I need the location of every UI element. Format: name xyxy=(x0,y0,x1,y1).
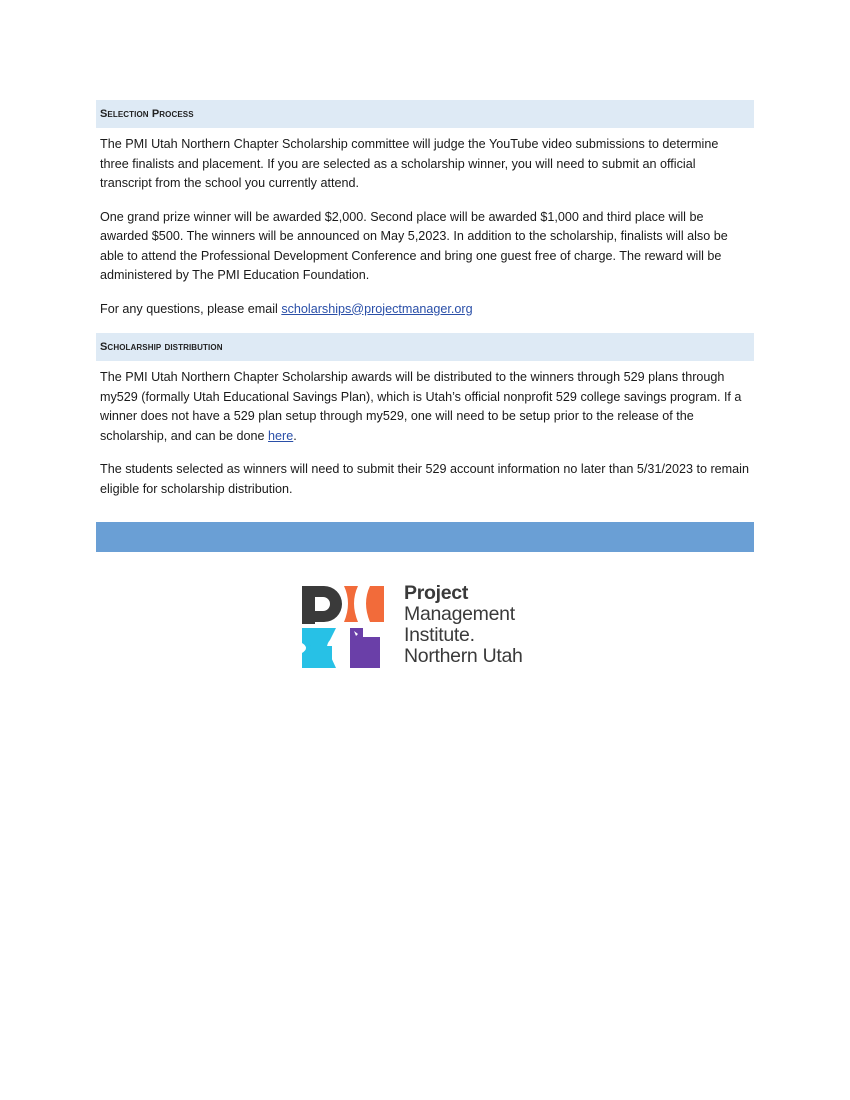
questions-paragraph xyxy=(96,300,754,320)
blue-divider-bar xyxy=(96,522,754,552)
logo-line-project: Project xyxy=(404,582,469,604)
selection-paragraph-2: One grand prize winner will be awarded $2,000. Second place will be awarded $1,000 and third place will be awarded $500. The winners will be announced on May 5,2023. In addition to the scholarship, finalists will also be able to attend the Professional Development Conference and bring one guest free of charge. The reward will be administered by The PMI Education Foundation. xyxy=(100,209,728,282)
logo-line-institute: Institute. xyxy=(404,624,475,646)
questions-text: For any questions, please email xyxy=(100,301,282,316)
pmi-logo-mark-icon xyxy=(300,583,390,673)
pmi-logo-text xyxy=(404,583,523,667)
distribution-paragraph-1 xyxy=(96,368,754,446)
pmi-logo xyxy=(300,583,560,673)
logo-line-northern-utah: Northern Utah xyxy=(404,645,523,667)
document-body xyxy=(96,100,754,552)
selection-process-heading: Selection Process xyxy=(96,100,754,128)
email-link[interactable]: scholarships@projectmanager.org xyxy=(281,301,473,316)
distribution-paragraph-2: The students selected as winners will need to submit their 529 account information no later than 5/31/2023 to remain eligible for scholarship distribution. xyxy=(100,462,749,496)
distribution-period: . xyxy=(293,428,297,443)
logo-line-management: Management xyxy=(404,603,515,625)
here-link[interactable]: here xyxy=(268,428,294,443)
scholarship-distribution-heading: Scholarship distribution xyxy=(96,333,754,361)
distribution-text: The PMI Utah Northern Chapter Scholarship awards will be distributed to the winners through 529 plans through my529 (formally Utah Educational Savings Plan), which is Utah’s official nonprofit 529 college savings program. If a winner does not have a 529 plan setup through my529, one will need to be setup prior to the release of the scholarship, and can be done xyxy=(100,370,742,443)
selection-paragraph-1: The PMI Utah Northern Chapter Scholarship committee will judge the YouTube video submissions to determine three finalists and placement. If you are selected as a scholarship winner, you will need to submit an official transcript from the school you currently attend. xyxy=(100,137,719,190)
